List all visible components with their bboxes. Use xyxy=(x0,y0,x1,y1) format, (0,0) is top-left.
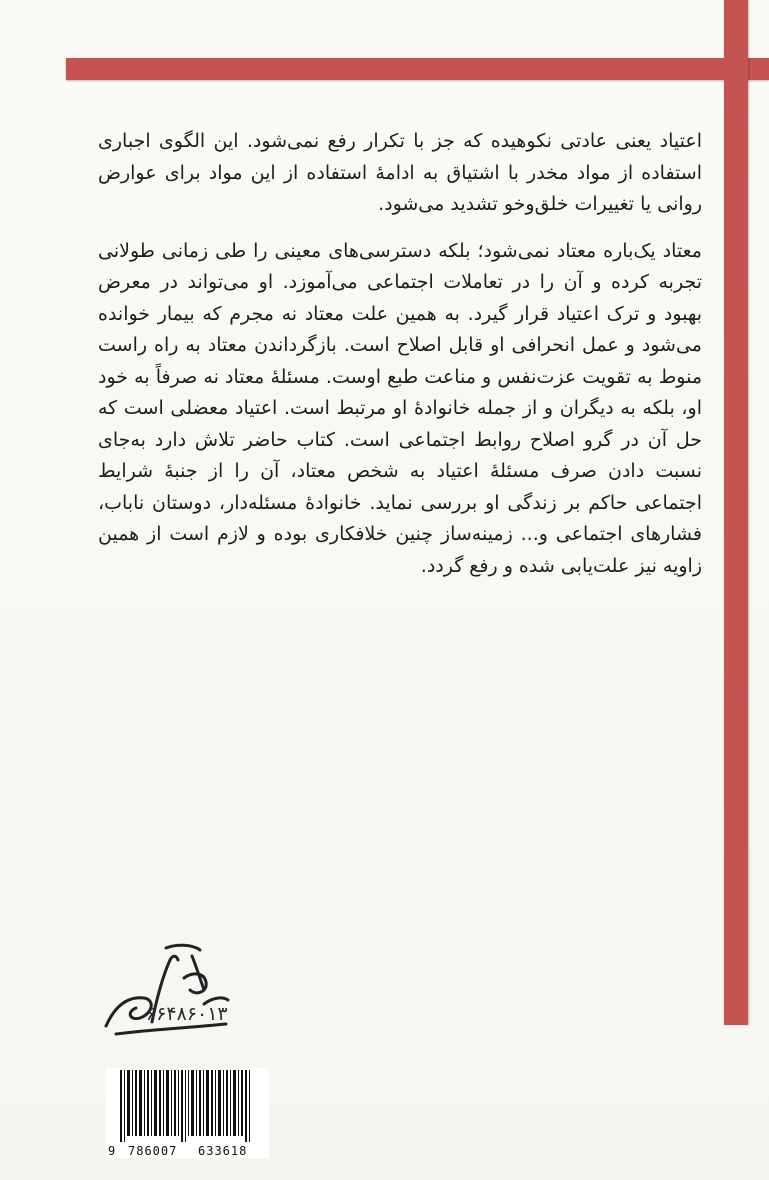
top-decorative-bar xyxy=(66,58,769,80)
blurb-paragraph-2: معتاد یک‌باره معتاد نمی‌شود؛ بلکه دسترسی‌های معینی را طی زمانی طولانی تجربه کرده و آن را در تعاملات اجتماعی می‌آموزد. او می‌تواند در معرض بهبود و ترک اعتیاد قرار گیرد. به همین علت معتاد نه مجرم که بیمار خوانده می‌شود و عمل انحرافی او قابل اصلاح است. بازگرداندن معتاد به راه راست منوط به تقویت عزت‌نفس و مناعت طبع اوست. مسئلۀ معتاد نه صرفاً به خود او، بلکه به دیگران و از جمله خانوادۀ او مرتبط است. اعتیاد معضلی است که حل آن در گرو اصلاح روابط اجتماعی است. کتاب حاضر تلاش دارد به‌جای نسبت دادن صرف مسئلۀ اعتیاد به شخص معتاد، آن را از جنبۀ شرایط اجتماعی حاکم بر زندگی او بررسی نماید. خانوادۀ مسئله‌دار، دوستان ناباب، فشارهای اجتماعی و... زمینه‌ساز چنین خلافکاری بوده و لازم است از همین زاویه نیز علت‌یابی شده و رفع گردد. xyxy=(98,239,702,577)
isbn-group-2: 633618 xyxy=(198,1144,248,1158)
isbn-barcode xyxy=(106,1068,269,1158)
blurb-paragraph-1: اعتیاد یعنی عادتی نکوهیده که جز با تکرار رفع نمی‌شود. این الگوی اجباری استفاده از مواد مخدر با اشتیاق به ادامۀ استفاده از این مواد برای عوارض روانی یا تغییرات خلق‌وخو تشدید می‌شود. xyxy=(98,130,702,215)
isbn-group-1: 786007 xyxy=(128,1144,178,1158)
publisher-phone: ۶۶۴۸۶۰۱۳ xyxy=(146,1003,228,1025)
barcode-bars xyxy=(110,1070,265,1142)
right-decorative-bar xyxy=(724,0,748,1025)
isbn-lead-digit: 9 xyxy=(108,1144,117,1158)
blurb-text xyxy=(98,126,702,597)
